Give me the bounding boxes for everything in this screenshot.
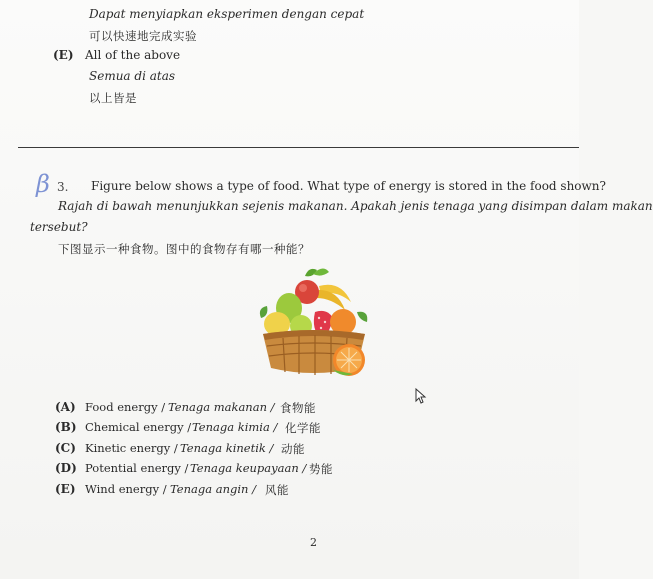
option-b-en: Chemical energy /: [85, 420, 192, 434]
question-text-ms-line2: tersebut?: [30, 220, 88, 234]
option-a-en: Food energy /: [85, 400, 166, 414]
mouse-pointer-icon: [415, 388, 427, 404]
option-e-label: (E): [55, 482, 76, 496]
option-c-zh: 动能: [281, 442, 305, 456]
option-a-zh: 食物能: [280, 401, 316, 415]
prev-option-line-ms: Dapat menyiapkan eksperimen dengan cepat: [89, 7, 365, 21]
page-number: 2: [310, 536, 317, 549]
prev-option-e-en: All of the above: [85, 48, 181, 62]
question-text-en: Figure below shows a type of food. What type of energy is stored in the food shown?: [91, 179, 606, 193]
prev-option-line-zh: 可以快速地完成实验: [89, 29, 197, 43]
section-divider: [18, 147, 579, 148]
option-d-en: Potential energy /: [85, 461, 189, 475]
fruit-basket-image: [253, 260, 373, 380]
option-d-zh: 势能: [309, 462, 333, 476]
question-number: 3.: [57, 180, 69, 194]
option-e-en: Wind energy /: [85, 482, 167, 496]
option-e-ms: Tenaga angin /: [170, 482, 256, 496]
question-text-zh: 下图显示一种食物。图中的食物存有哪一种能？: [58, 242, 310, 256]
option-c-label: (C): [55, 441, 76, 455]
prev-option-e-zh: 以上皆是: [89, 91, 137, 105]
prev-option-e-ms: Semua di atas: [89, 69, 176, 83]
option-c-ms: Tenaga kinetik /: [180, 441, 274, 455]
option-c-en: Kinetic energy /: [85, 441, 178, 455]
question-text-ms-line1: Rajah di bawah menunjukkan sejenis makanan. Apakah jenis tenaga yang disimpan dalam makan: [58, 199, 653, 213]
option-d-ms: Tenaga keupayaan /: [190, 461, 307, 475]
option-e-zh: 风能: [265, 483, 289, 497]
option-d-label: (D): [55, 461, 77, 475]
option-b-ms: Tenaga kimia /: [192, 420, 278, 434]
option-b-zh: 化学能: [285, 421, 321, 435]
prev-option-e-label: (E): [53, 48, 74, 62]
handwritten-beta-mark: β: [36, 170, 50, 198]
option-a-ms: Tenaga makanan /: [168, 400, 275, 414]
option-a-label: (A): [55, 400, 76, 414]
option-b-label: (B): [55, 420, 77, 434]
